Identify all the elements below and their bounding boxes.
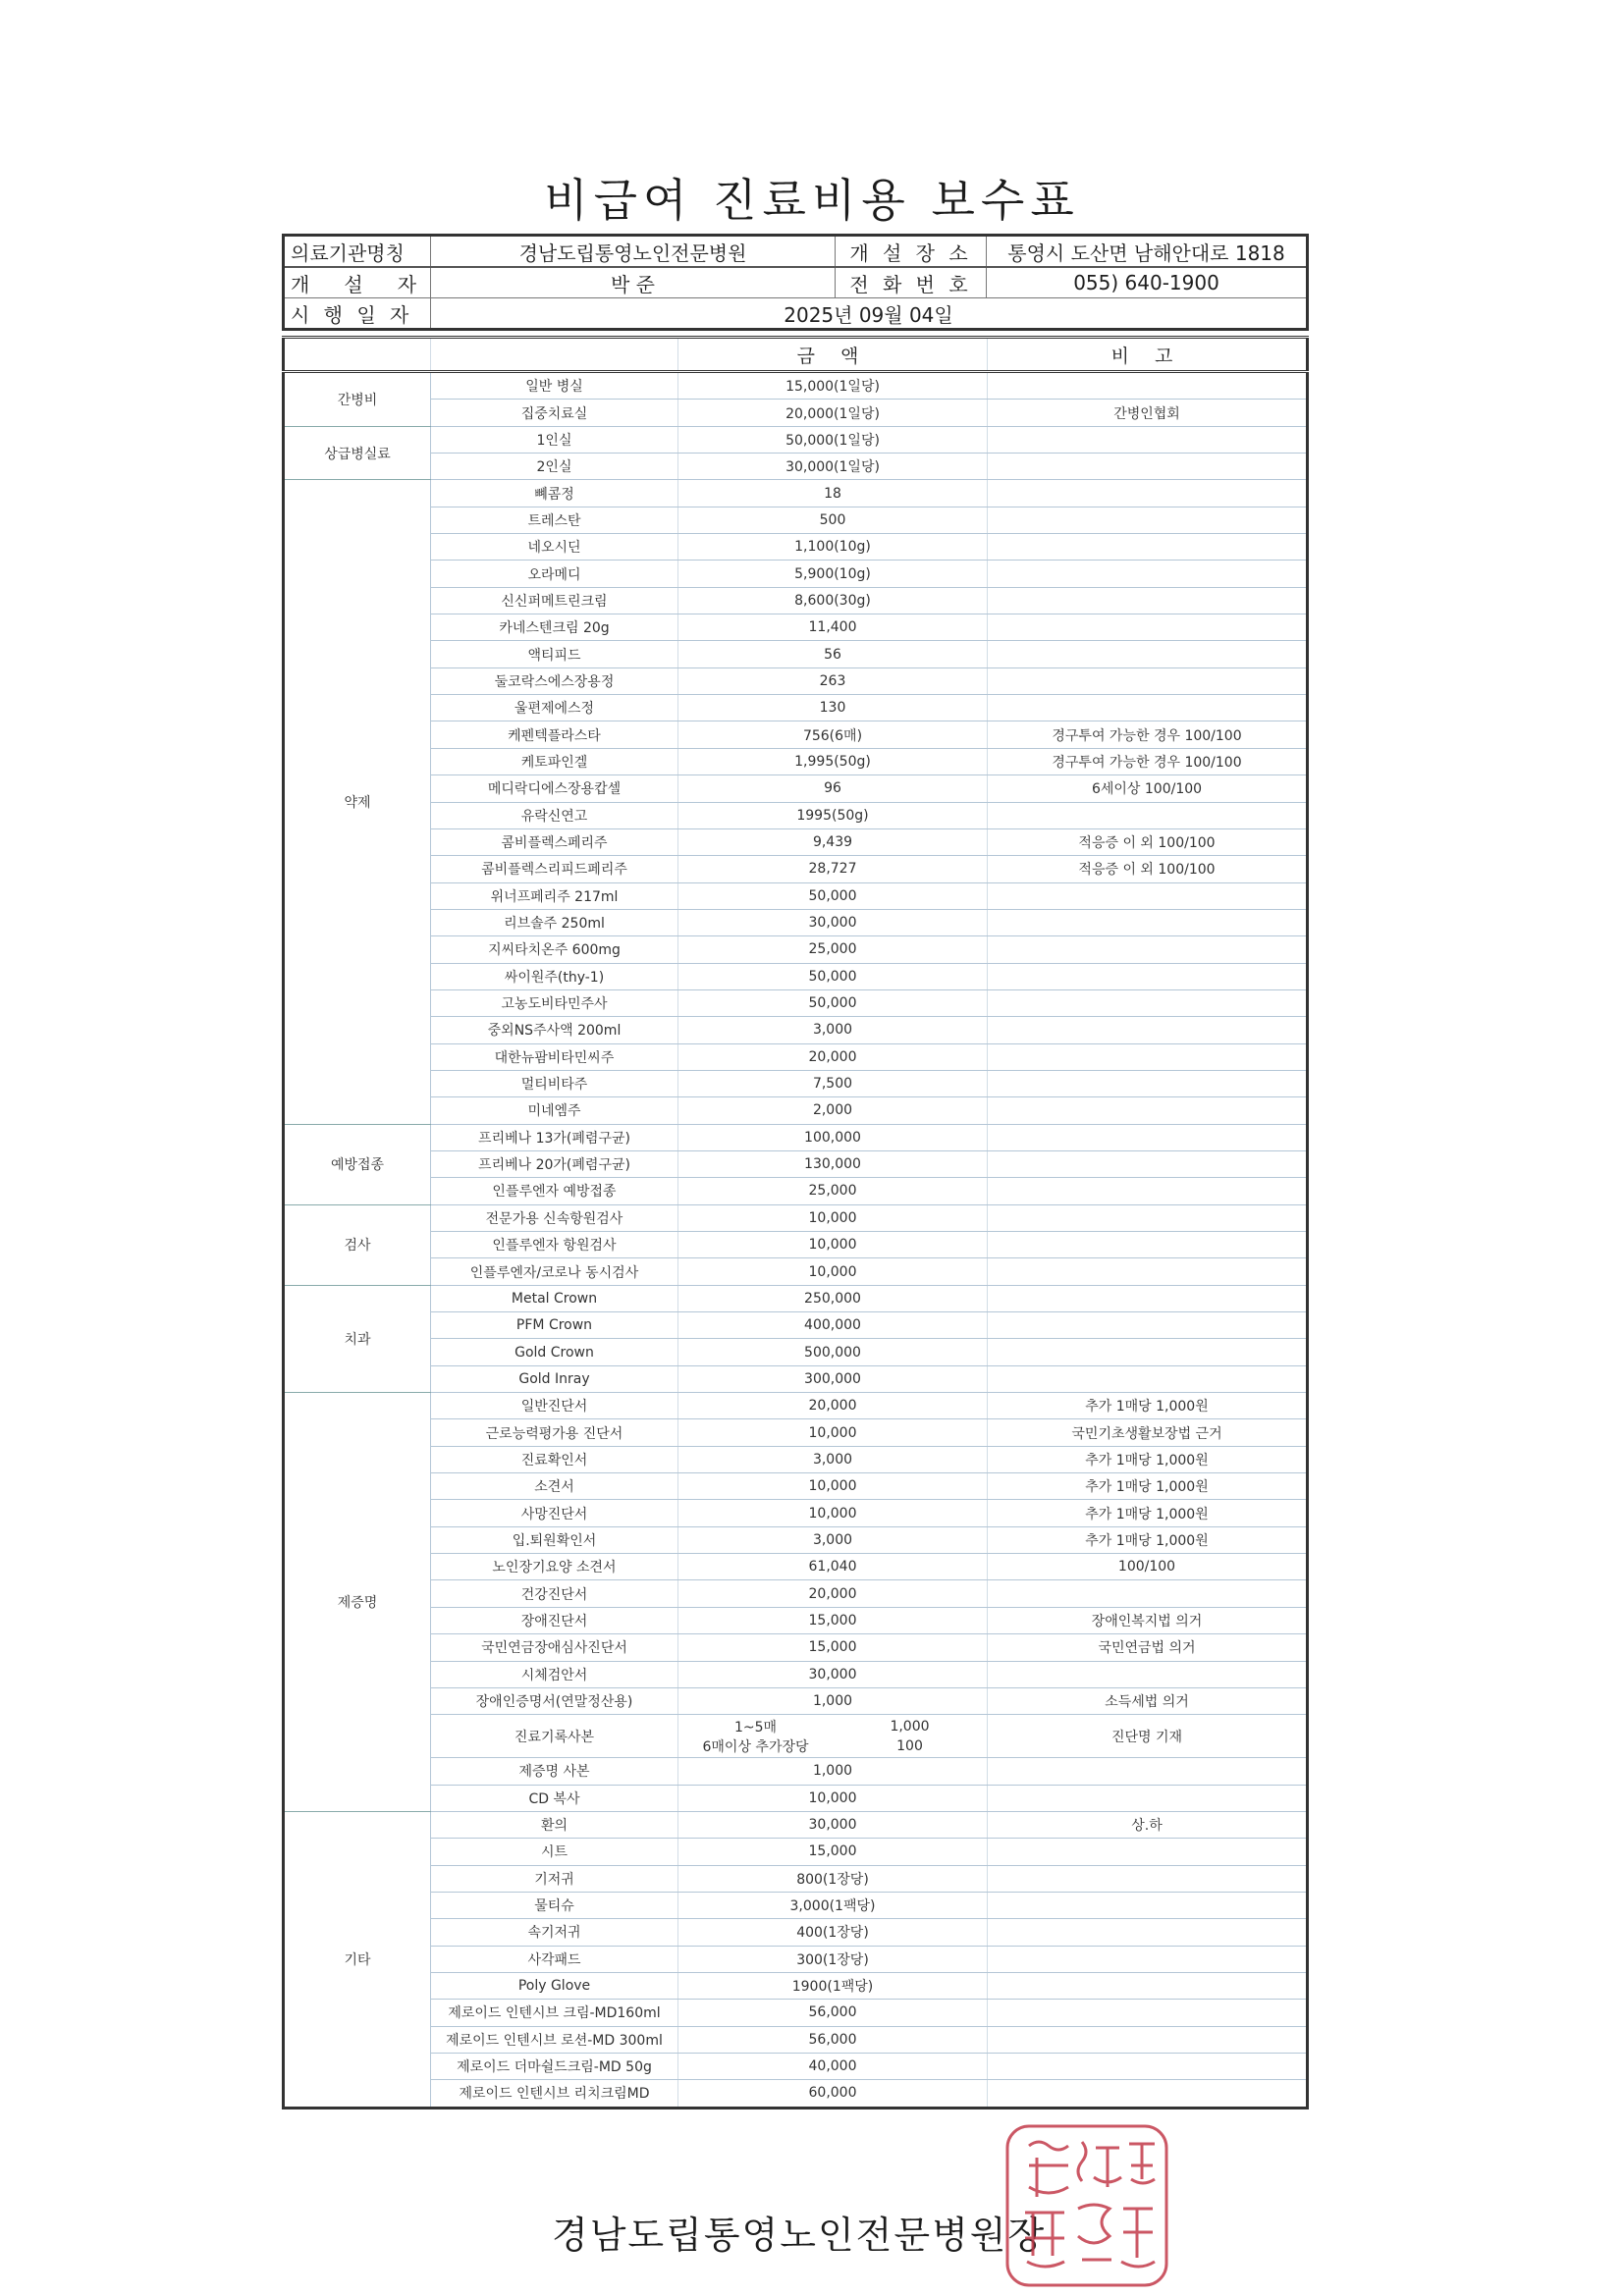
item-amount: 1,000 xyxy=(678,1687,988,1714)
item-name: 소견서 xyxy=(431,1473,678,1500)
item-amount: 500 xyxy=(678,507,988,533)
item-note xyxy=(988,641,1308,667)
item-amount: 20,000(1일당) xyxy=(678,400,988,426)
item-name: 노인장기요양 소견서 xyxy=(431,1554,678,1580)
item-note: 6세이상 100/100 xyxy=(988,775,1308,802)
table-row xyxy=(284,372,1308,400)
item-note xyxy=(988,1232,1308,1258)
table-row xyxy=(284,856,1308,882)
institution-info-table xyxy=(282,234,1309,331)
phone-value: 055) 640-1900 xyxy=(987,267,1308,298)
item-note xyxy=(988,1919,1308,1946)
item-amount: 1,995(50g) xyxy=(678,748,988,774)
item-amount: 1900(1팩당) xyxy=(678,1972,988,1999)
item-name: 시체검안서 xyxy=(431,1661,678,1687)
item-amount: 1995(50g) xyxy=(678,802,988,828)
item-amount: 61,040 xyxy=(678,1554,988,1580)
split-range: 1~5매 xyxy=(733,1719,778,1735)
item-amount: 400,000 xyxy=(678,1312,988,1339)
item-note xyxy=(988,1017,1308,1043)
item-note: 추가 1매당 1,000원 xyxy=(988,1473,1308,1500)
table-row xyxy=(284,1972,1308,1999)
column-header-note: 비 고 xyxy=(988,338,1308,372)
item-note xyxy=(988,1312,1308,1339)
item-amount: 11,400 xyxy=(678,614,988,641)
item-amount: 5,900(10g) xyxy=(678,561,988,587)
item-name: PFM Crown xyxy=(431,1312,678,1339)
split-line xyxy=(678,1717,987,1736)
date-value: 2025년 09월 04일 xyxy=(431,298,1308,330)
item-name: 제로이드 인텐시브 크림-MD160ml xyxy=(431,2000,678,2026)
item-name: 일반 병실 xyxy=(431,372,678,400)
table-row xyxy=(284,1312,1308,1339)
location-value: 통영시 도산면 남해안대로 1818 xyxy=(987,236,1308,268)
table-row xyxy=(284,2000,1308,2026)
item-name: 제로이드 인텐시브 로션-MD 300ml xyxy=(431,2026,678,2053)
item-amount: 20,000 xyxy=(678,1393,988,1419)
item-note: 추가 1매당 1,000원 xyxy=(988,1526,1308,1553)
item-name: Poly Glove xyxy=(431,1972,678,1999)
item-amount: 10,000 xyxy=(678,1500,988,1526)
item-name: 국민연금장애심사진단서 xyxy=(431,1634,678,1661)
item-amount: 130,000 xyxy=(678,1150,988,1177)
table-row xyxy=(284,1097,1308,1124)
info-row-institution xyxy=(284,236,1308,268)
table-row xyxy=(284,1419,1308,1446)
item-note: 적응증 이 외 100/100 xyxy=(988,828,1308,855)
item-name: Gold Crown xyxy=(431,1339,678,1365)
table-row xyxy=(284,667,1308,694)
item-name: 인플루엔자 항원검사 xyxy=(431,1232,678,1258)
item-note xyxy=(988,2053,1308,2079)
item-note xyxy=(988,1339,1308,1365)
item-note xyxy=(988,561,1308,587)
item-note xyxy=(988,909,1308,935)
item-note xyxy=(988,936,1308,963)
item-amount: 3,000(1팩당) xyxy=(678,1892,988,1918)
item-amount: 300(1장당) xyxy=(678,1946,988,1972)
item-note: 간병인협회 xyxy=(988,400,1308,426)
item-amount: 1,100(10g) xyxy=(678,534,988,561)
item-name: 대한뉴팜비타민씨주 xyxy=(431,1043,678,1070)
item-name: 카네스텐크림 20g xyxy=(431,614,678,641)
table-row xyxy=(284,1526,1308,1553)
item-amount: 60,000 xyxy=(678,2080,988,2108)
item-amount: 800(1장당) xyxy=(678,1865,988,1892)
item-amount: 3,000 xyxy=(678,1446,988,1472)
item-note xyxy=(988,1972,1308,1999)
item-name: 물티슈 xyxy=(431,1892,678,1918)
table-row xyxy=(284,1785,1308,1811)
item-amount: 30,000 xyxy=(678,1811,988,1838)
table-row xyxy=(284,748,1308,774)
founder-label: 개 설 자 xyxy=(284,267,431,298)
item-name: 제로이드 더마쉴드크림-MD 50g xyxy=(431,2053,678,2079)
table-row xyxy=(284,1204,1308,1231)
item-note xyxy=(988,1150,1308,1177)
item-name: 케토파인겔 xyxy=(431,748,678,774)
table-row xyxy=(284,1150,1308,1177)
table-row xyxy=(284,480,1308,507)
item-note xyxy=(988,1365,1308,1392)
table-row xyxy=(284,1946,1308,1972)
item-name: CD 복사 xyxy=(431,1785,678,1811)
table-row xyxy=(284,1919,1308,1946)
table-row xyxy=(284,400,1308,426)
item-name: 일반진단서 xyxy=(431,1393,678,1419)
item-amount-split xyxy=(678,1715,988,1758)
item-name: 전문가용 신속항원검사 xyxy=(431,1204,678,1231)
item-amount: 130 xyxy=(678,695,988,721)
item-amount: 10,000 xyxy=(678,1258,988,1285)
table-row xyxy=(284,1365,1308,1392)
item-note xyxy=(988,1785,1308,1811)
table-row xyxy=(284,909,1308,935)
item-name: 위너프페리주 217ml xyxy=(431,882,678,909)
fee-table-header xyxy=(284,338,1308,372)
table-row xyxy=(284,614,1308,641)
table-row xyxy=(284,1258,1308,1285)
item-name: 트레스탄 xyxy=(431,507,678,533)
item-name: 건강진단서 xyxy=(431,1580,678,1607)
item-note: 장애인복지법 의거 xyxy=(988,1607,1308,1633)
table-row xyxy=(284,721,1308,748)
item-note xyxy=(988,1285,1308,1311)
phone-label: 전 화 번 호 xyxy=(836,267,987,298)
item-note xyxy=(988,1946,1308,1972)
item-note xyxy=(988,1043,1308,1070)
item-name: 울편제에스정 xyxy=(431,695,678,721)
institution-label: 의료기관명칭 xyxy=(284,236,431,268)
item-name: 프리베나 13가(폐렴구균) xyxy=(431,1124,678,1150)
institution-value: 경남도립통영노인전문병원 xyxy=(431,236,836,268)
item-note xyxy=(988,882,1308,909)
table-row xyxy=(284,1178,1308,1204)
info-row-date xyxy=(284,298,1308,330)
item-note xyxy=(988,963,1308,989)
founder-value: 박 준 xyxy=(431,267,836,298)
item-name: 진료확인서 xyxy=(431,1446,678,1472)
item-note xyxy=(988,480,1308,507)
item-name: 둘코락스에스장용정 xyxy=(431,667,678,694)
item-amount: 7,500 xyxy=(678,1070,988,1096)
category-cell: 치과 xyxy=(284,1285,431,1392)
item-name: 중외NS주사액 200ml xyxy=(431,1017,678,1043)
item-note xyxy=(988,1580,1308,1607)
item-name: Metal Crown xyxy=(431,1285,678,1311)
table-row xyxy=(284,1554,1308,1580)
table-row xyxy=(284,695,1308,721)
table-row xyxy=(284,963,1308,989)
item-note: 추가 1매당 1,000원 xyxy=(988,1393,1308,1419)
item-amount: 100,000 xyxy=(678,1124,988,1150)
table-row xyxy=(284,1607,1308,1633)
item-amount: 263 xyxy=(678,667,988,694)
item-name: 지씨타치온주 600mg xyxy=(431,936,678,963)
table-row xyxy=(284,1865,1308,1892)
split-range: 6매이상 추가장당 xyxy=(702,1738,809,1755)
item-name: 콤비플렉스리피드페리주 xyxy=(431,856,678,882)
category-cell: 기타 xyxy=(284,1811,431,2108)
item-name: 속기저귀 xyxy=(431,1919,678,1946)
table-row xyxy=(284,641,1308,667)
table-row xyxy=(284,1232,1308,1258)
item-note xyxy=(988,1097,1308,1124)
table-row xyxy=(284,2080,1308,2108)
item-amount: 2,000 xyxy=(678,1097,988,1124)
item-note: 국민기초생활보장법 근거 xyxy=(988,1419,1308,1446)
item-name: 2인실 xyxy=(431,454,678,480)
item-amount: 30,000(1일당) xyxy=(678,454,988,480)
item-note xyxy=(988,507,1308,533)
table-row xyxy=(284,534,1308,561)
item-amount: 15,000 xyxy=(678,1607,988,1633)
item-name: 인플루엔자 예방접종 xyxy=(431,1178,678,1204)
item-note xyxy=(988,587,1308,614)
item-name: 진료기록사본 xyxy=(431,1715,678,1758)
item-note xyxy=(988,1661,1308,1687)
split-amount: 1,000 xyxy=(890,1718,930,1735)
table-row xyxy=(284,587,1308,614)
item-amount: 756(6매) xyxy=(678,721,988,748)
item-note xyxy=(988,802,1308,828)
item-note xyxy=(988,1204,1308,1231)
item-name: 환의 xyxy=(431,1811,678,1838)
table-row xyxy=(284,1070,1308,1096)
item-name: 고농도비타민주사 xyxy=(431,989,678,1016)
column-header-amount: 금 액 xyxy=(678,338,988,372)
category-cell: 예방접종 xyxy=(284,1124,431,1204)
item-note xyxy=(988,1839,1308,1865)
category-cell: 간병비 xyxy=(284,372,431,427)
institution-head-name: 경남도립통영노인전문병원장 xyxy=(552,2214,1047,2257)
table-row xyxy=(284,1124,1308,1150)
item-name: 신신퍼메트린크림 xyxy=(431,587,678,614)
item-amount: 15,000(1일당) xyxy=(678,372,988,400)
item-amount: 15,000 xyxy=(678,1634,988,1661)
table-row xyxy=(284,1811,1308,1838)
item-amount: 10,000 xyxy=(678,1785,988,1811)
table-row xyxy=(284,1446,1308,1472)
table-row xyxy=(284,828,1308,855)
fee-table xyxy=(282,336,1309,2109)
item-note xyxy=(988,1178,1308,1204)
table-row xyxy=(284,454,1308,480)
item-amount: 500,000 xyxy=(678,1339,988,1365)
table-row xyxy=(284,1500,1308,1526)
item-note xyxy=(988,1124,1308,1150)
item-amount: 56,000 xyxy=(678,2000,988,2026)
item-name: 인플루엔자/코로나 동시검사 xyxy=(431,1258,678,1285)
item-note xyxy=(988,372,1308,400)
item-note: 경구투여 가능한 경우 100/100 xyxy=(988,721,1308,748)
item-name: 사망진단서 xyxy=(431,1500,678,1526)
item-name: 리브솔주 250ml xyxy=(431,909,678,935)
item-name: 근로능력평가용 진단서 xyxy=(431,1419,678,1446)
item-name: 입.퇴원확인서 xyxy=(431,1526,678,1553)
official-seal-icon xyxy=(1000,2118,1174,2293)
item-amount: 10,000 xyxy=(678,1204,988,1231)
item-note xyxy=(988,534,1308,561)
item-note xyxy=(988,1892,1308,1918)
item-amount: 20,000 xyxy=(678,1043,988,1070)
item-amount: 10,000 xyxy=(678,1473,988,1500)
table-row xyxy=(284,2053,1308,2079)
item-name: 싸이원주(thy-1) xyxy=(431,963,678,989)
item-note xyxy=(988,1070,1308,1096)
item-note: 적응증 이 외 100/100 xyxy=(988,856,1308,882)
table-row xyxy=(284,989,1308,1016)
item-amount: 56,000 xyxy=(678,2026,988,2053)
item-name: 제증명 사본 xyxy=(431,1758,678,1785)
table-row xyxy=(284,775,1308,802)
item-name: Gold Inray xyxy=(431,1365,678,1392)
item-note xyxy=(988,2080,1308,2108)
item-note xyxy=(988,1258,1308,1285)
table-row xyxy=(284,561,1308,587)
table-row xyxy=(284,1043,1308,1070)
table-row xyxy=(284,1758,1308,1785)
item-note xyxy=(988,1865,1308,1892)
item-amount: 50,000 xyxy=(678,963,988,989)
item-amount: 56 xyxy=(678,641,988,667)
item-amount: 10,000 xyxy=(678,1232,988,1258)
table-row xyxy=(284,1017,1308,1043)
item-amount: 50,000 xyxy=(678,882,988,909)
date-label: 시 행 일 자 xyxy=(284,298,431,330)
table-row xyxy=(284,1473,1308,1500)
table-row xyxy=(284,1634,1308,1661)
table-row xyxy=(284,1285,1308,1311)
item-name: 케펜텍플라스타 xyxy=(431,721,678,748)
item-note xyxy=(988,667,1308,694)
info-row-founder xyxy=(284,267,1308,298)
item-amount: 3,000 xyxy=(678,1526,988,1553)
item-amount: 15,000 xyxy=(678,1839,988,1865)
item-amount: 300,000 xyxy=(678,1365,988,1392)
item-name: 멀티비타주 xyxy=(431,1070,678,1096)
item-amount: 28,727 xyxy=(678,856,988,882)
table-row xyxy=(284,507,1308,533)
item-note: 국민연금법 의거 xyxy=(988,1634,1308,1661)
item-amount: 40,000 xyxy=(678,2053,988,2079)
item-name: 프리베나 20가(폐렴구균) xyxy=(431,1150,678,1177)
item-amount: 3,000 xyxy=(678,1017,988,1043)
item-amount: 250,000 xyxy=(678,1285,988,1311)
fee-table-body xyxy=(284,338,1308,2109)
table-row xyxy=(284,1839,1308,1865)
item-name: 장애진단서 xyxy=(431,1607,678,1633)
table-row xyxy=(284,1715,1308,1758)
item-name: 장애인증명서(연말정산용) xyxy=(431,1687,678,1714)
item-note: 100/100 xyxy=(988,1554,1308,1580)
item-amount: 18 xyxy=(678,480,988,507)
item-note xyxy=(988,426,1308,453)
item-amount: 9,439 xyxy=(678,828,988,855)
item-amount: 30,000 xyxy=(678,1661,988,1687)
item-name: 뼤콤정 xyxy=(431,480,678,507)
item-name: 1인실 xyxy=(431,426,678,453)
item-amount: 96 xyxy=(678,775,988,802)
table-row xyxy=(284,802,1308,828)
table-row xyxy=(284,2026,1308,2053)
item-note xyxy=(988,989,1308,1016)
table-row xyxy=(284,1393,1308,1419)
item-name: 오라메디 xyxy=(431,561,678,587)
category-cell: 검사 xyxy=(284,1204,431,1285)
item-amount: 10,000 xyxy=(678,1419,988,1446)
item-note: 경구투여 가능한 경우 100/100 xyxy=(988,748,1308,774)
table-row xyxy=(284,426,1308,453)
document-title: 비급여 진료비용 보수표 xyxy=(544,174,1080,227)
item-amount: 25,000 xyxy=(678,936,988,963)
header-blank xyxy=(284,338,431,372)
item-amount: 400(1장당) xyxy=(678,1919,988,1946)
item-name: 미네엠주 xyxy=(431,1097,678,1124)
item-note: 추가 1매당 1,000원 xyxy=(988,1500,1308,1526)
item-note: 소득세법 의거 xyxy=(988,1687,1308,1714)
item-name: 네오시딘 xyxy=(431,534,678,561)
table-row xyxy=(284,1892,1308,1918)
item-note: 추가 1매당 1,000원 xyxy=(988,1446,1308,1472)
category-cell: 약제 xyxy=(284,480,431,1124)
table-row xyxy=(284,1687,1308,1714)
item-name: 제로이드 인텐시브 리치크림MD xyxy=(431,2080,678,2108)
table-row xyxy=(284,936,1308,963)
item-name: 집중치료실 xyxy=(431,400,678,426)
item-name: 콤비플렉스페리주 xyxy=(431,828,678,855)
header-blank-name xyxy=(431,338,678,372)
category-cell: 상급병실료 xyxy=(284,426,431,480)
item-amount: 1,000 xyxy=(678,1758,988,1785)
table-row xyxy=(284,882,1308,909)
item-note: 상.하 xyxy=(988,1811,1308,1838)
location-label: 개 설 장 소 xyxy=(836,236,987,268)
item-amount: 30,000 xyxy=(678,909,988,935)
item-amount: 50,000 xyxy=(678,989,988,1016)
item-name: 사각패드 xyxy=(431,1946,678,1972)
item-note xyxy=(988,1758,1308,1785)
table-row xyxy=(284,1661,1308,1687)
item-name: 액티피드 xyxy=(431,641,678,667)
item-note xyxy=(988,695,1308,721)
category-cell: 제증명 xyxy=(284,1393,431,1812)
split-amount: 100 xyxy=(896,1737,923,1754)
item-amount: 25,000 xyxy=(678,1178,988,1204)
table-row xyxy=(284,1580,1308,1607)
item-note xyxy=(988,454,1308,480)
item-name: 유락신연고 xyxy=(431,802,678,828)
item-note xyxy=(988,614,1308,641)
item-note: 진단명 기재 xyxy=(988,1715,1308,1758)
item-name: 메디락디에스장용캅셀 xyxy=(431,775,678,802)
item-note xyxy=(988,2000,1308,2026)
item-name: 기저귀 xyxy=(431,1865,678,1892)
table-row xyxy=(284,1339,1308,1365)
item-name: 시트 xyxy=(431,1839,678,1865)
item-amount: 8,600(30g) xyxy=(678,587,988,614)
item-note xyxy=(988,2026,1308,2053)
item-amount: 20,000 xyxy=(678,1580,988,1607)
split-line xyxy=(678,1736,987,1756)
item-amount: 50,000(1일당) xyxy=(678,426,988,453)
